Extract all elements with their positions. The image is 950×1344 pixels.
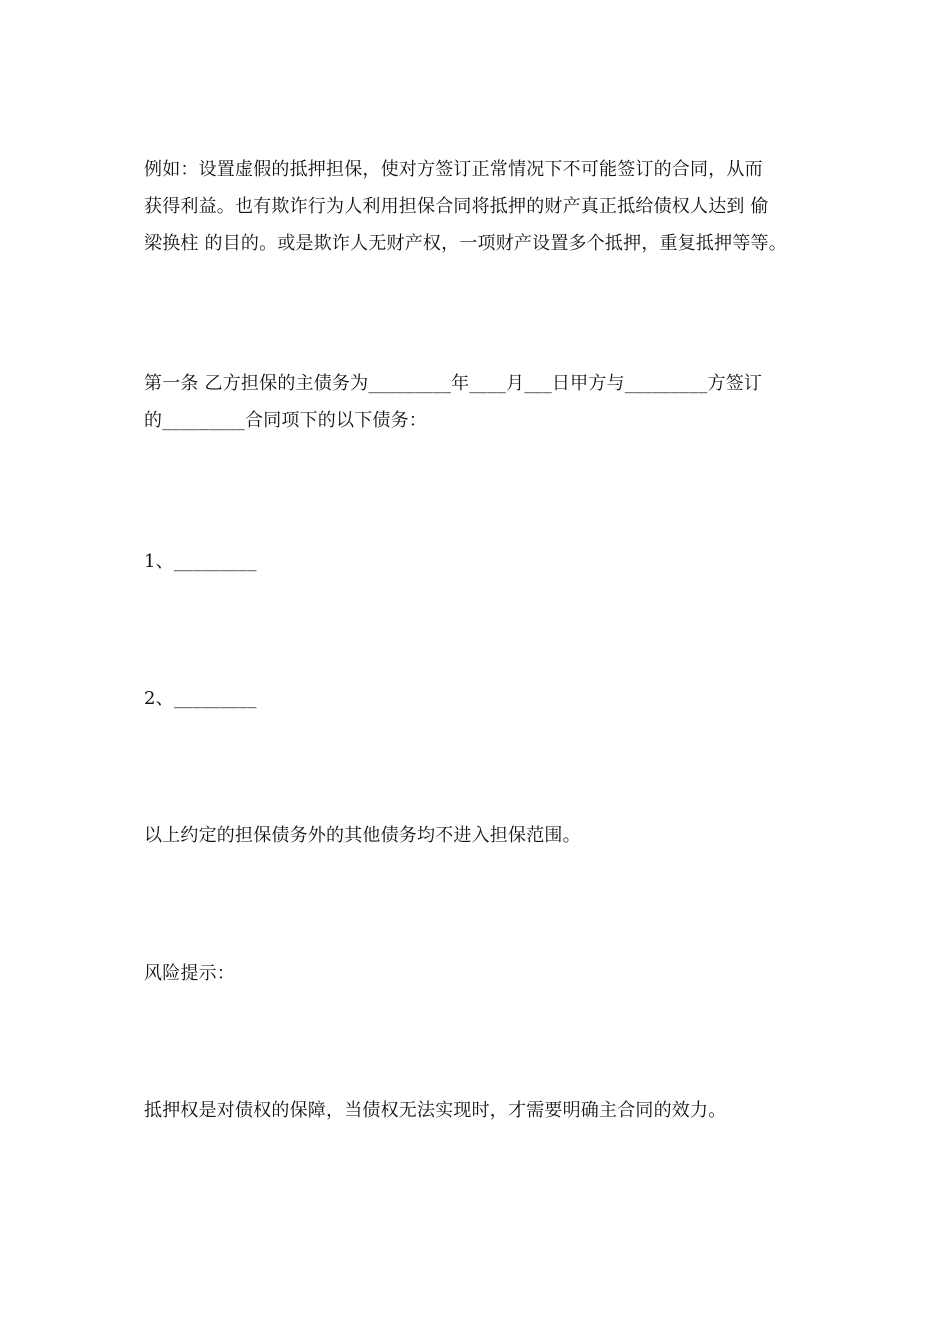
article-one-line: 的_________合同项下的以下债务： [144, 410, 427, 431]
article-one-line: 第一条 乙方担保的主债务为_________年____月___日甲方与_________方签订 [144, 373, 763, 394]
risk-text: 抵押权是对债权的保障，当债权无法实现时，才需要明确主合同的效力。 [144, 1100, 727, 1121]
scope-note: 以上约定的担保债务外的其他债务均不进入担保范围。 [144, 825, 581, 846]
paragraph-line: 梁换柱 的目的。或是欺诈人无财产权，一项财产设置多个抵押，重复抵押等等。 [144, 233, 787, 254]
debt-item-1: 1、_________ [144, 551, 257, 572]
debt-item-2: 2、_________ [144, 688, 257, 709]
paragraph-line: 获得利益。也有欺诈行为人利用担保合同将抵押的财产真正抵给债权人达到 偷 [144, 196, 769, 217]
paragraph-line: 例如：设置虚假的抵押担保，使对方签订正常情况下不可能签订的合同，从而 [144, 159, 763, 180]
risk-heading: 风险提示： [144, 963, 235, 984]
